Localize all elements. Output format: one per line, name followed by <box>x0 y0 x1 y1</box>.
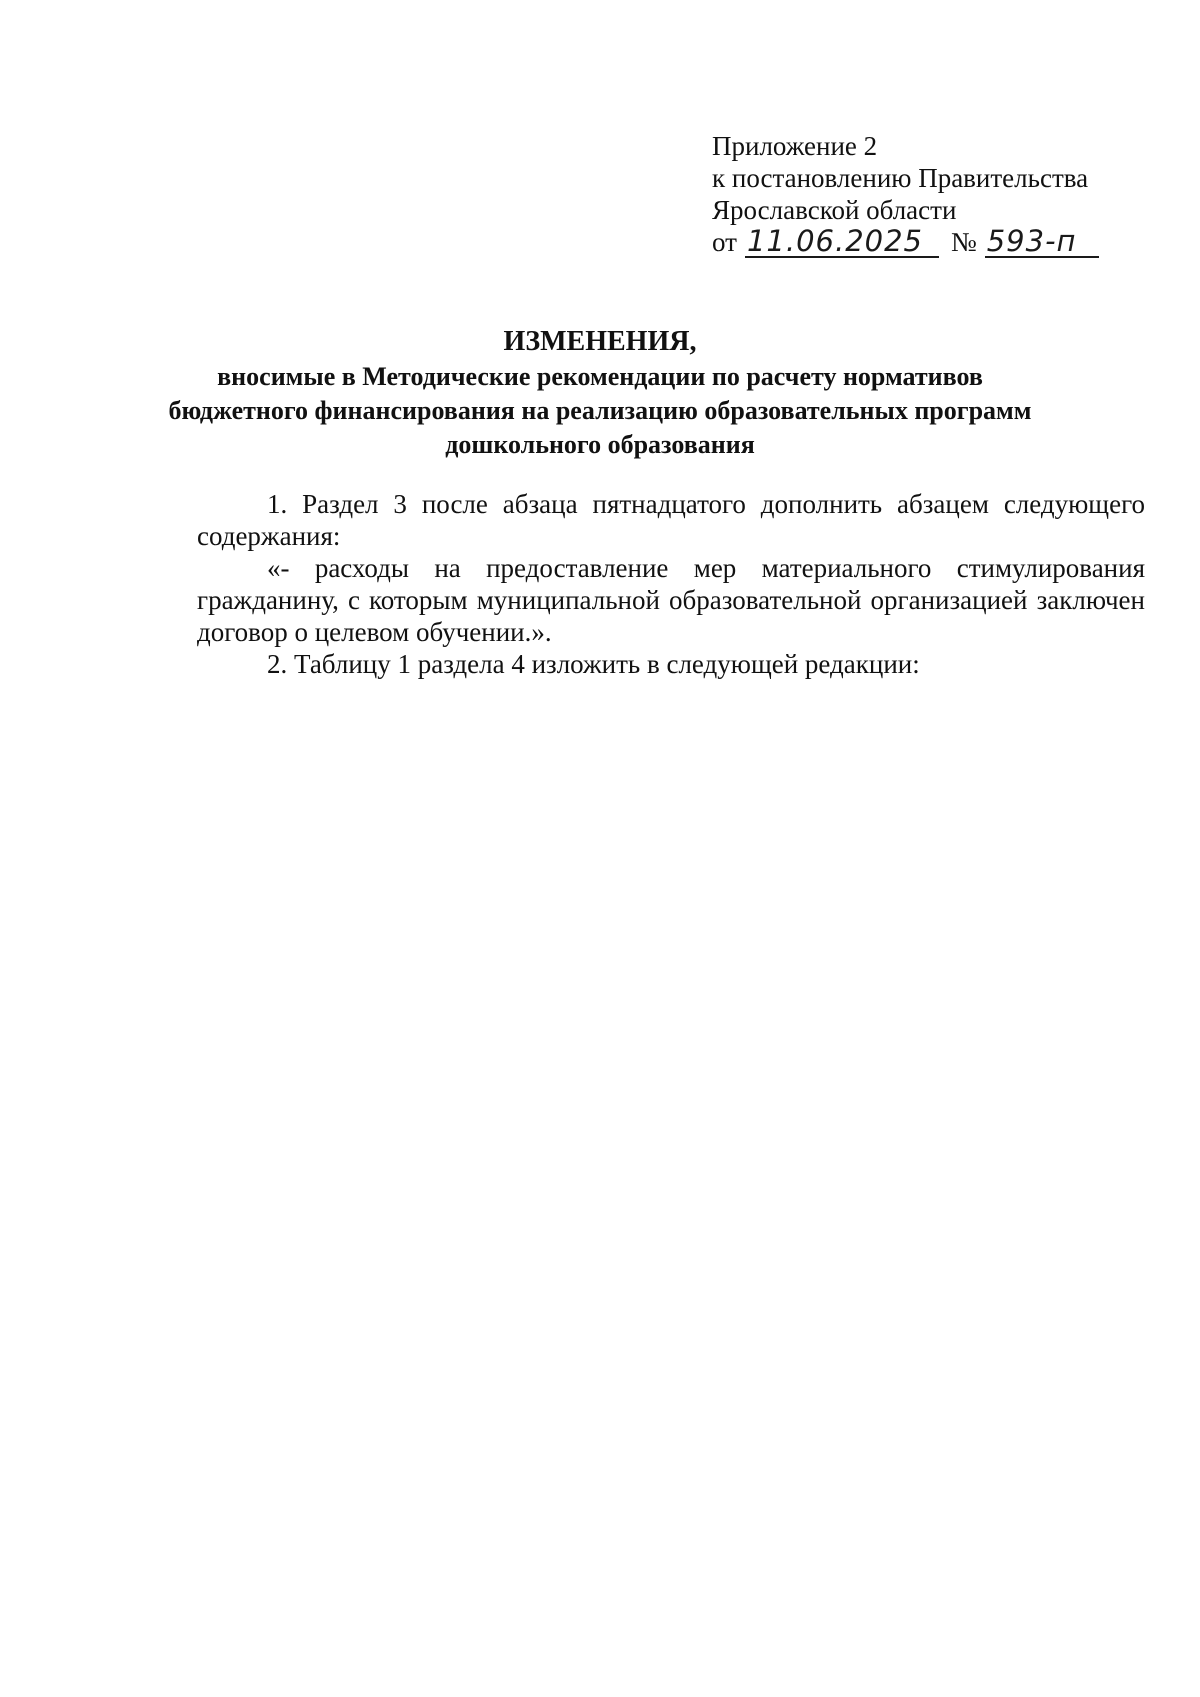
number-sign: № <box>950 227 977 257</box>
document-title-block <box>120 325 1080 461</box>
body-paragraph-2: «- расходы на предоставление мер материального стимулирования гражданину, с которым муниципальной образовательной организацией заключен договор о целевом обучении.». <box>197 553 1145 647</box>
appendix-block <box>712 130 1132 258</box>
handwritten-number: 593-п <box>985 226 1099 258</box>
document-subheading-line-1: вносимые в Методические рекомендации по расчету нормативов <box>217 362 983 391</box>
document-body <box>197 488 1145 680</box>
date-prefix: от <box>712 227 737 257</box>
document-heading: ИЗМЕНЕНИЯ, <box>503 326 697 357</box>
appendix-reference: к постановлению Правительства <box>712 163 1089 193</box>
document-subheading-line-2: бюджетного финансирования на реализацию образовательных программ <box>168 396 1032 425</box>
appendix-date-number-line <box>712 226 1132 258</box>
handwritten-date: 11.06.2025 <box>745 226 939 258</box>
body-paragraph-3: 2. Таблицу 1 раздела 4 изложить в следующей редакции: <box>267 649 920 679</box>
document-subheading-line-3: дошкольного образования <box>445 430 755 459</box>
appendix-region: Ярославской области <box>712 195 957 225</box>
appendix-title: Приложение 2 <box>712 131 878 161</box>
body-paragraph-1: 1. Раздел 3 после абзаца пятнадцатого дополнить абзацем следующего содержания: <box>197 489 1145 551</box>
